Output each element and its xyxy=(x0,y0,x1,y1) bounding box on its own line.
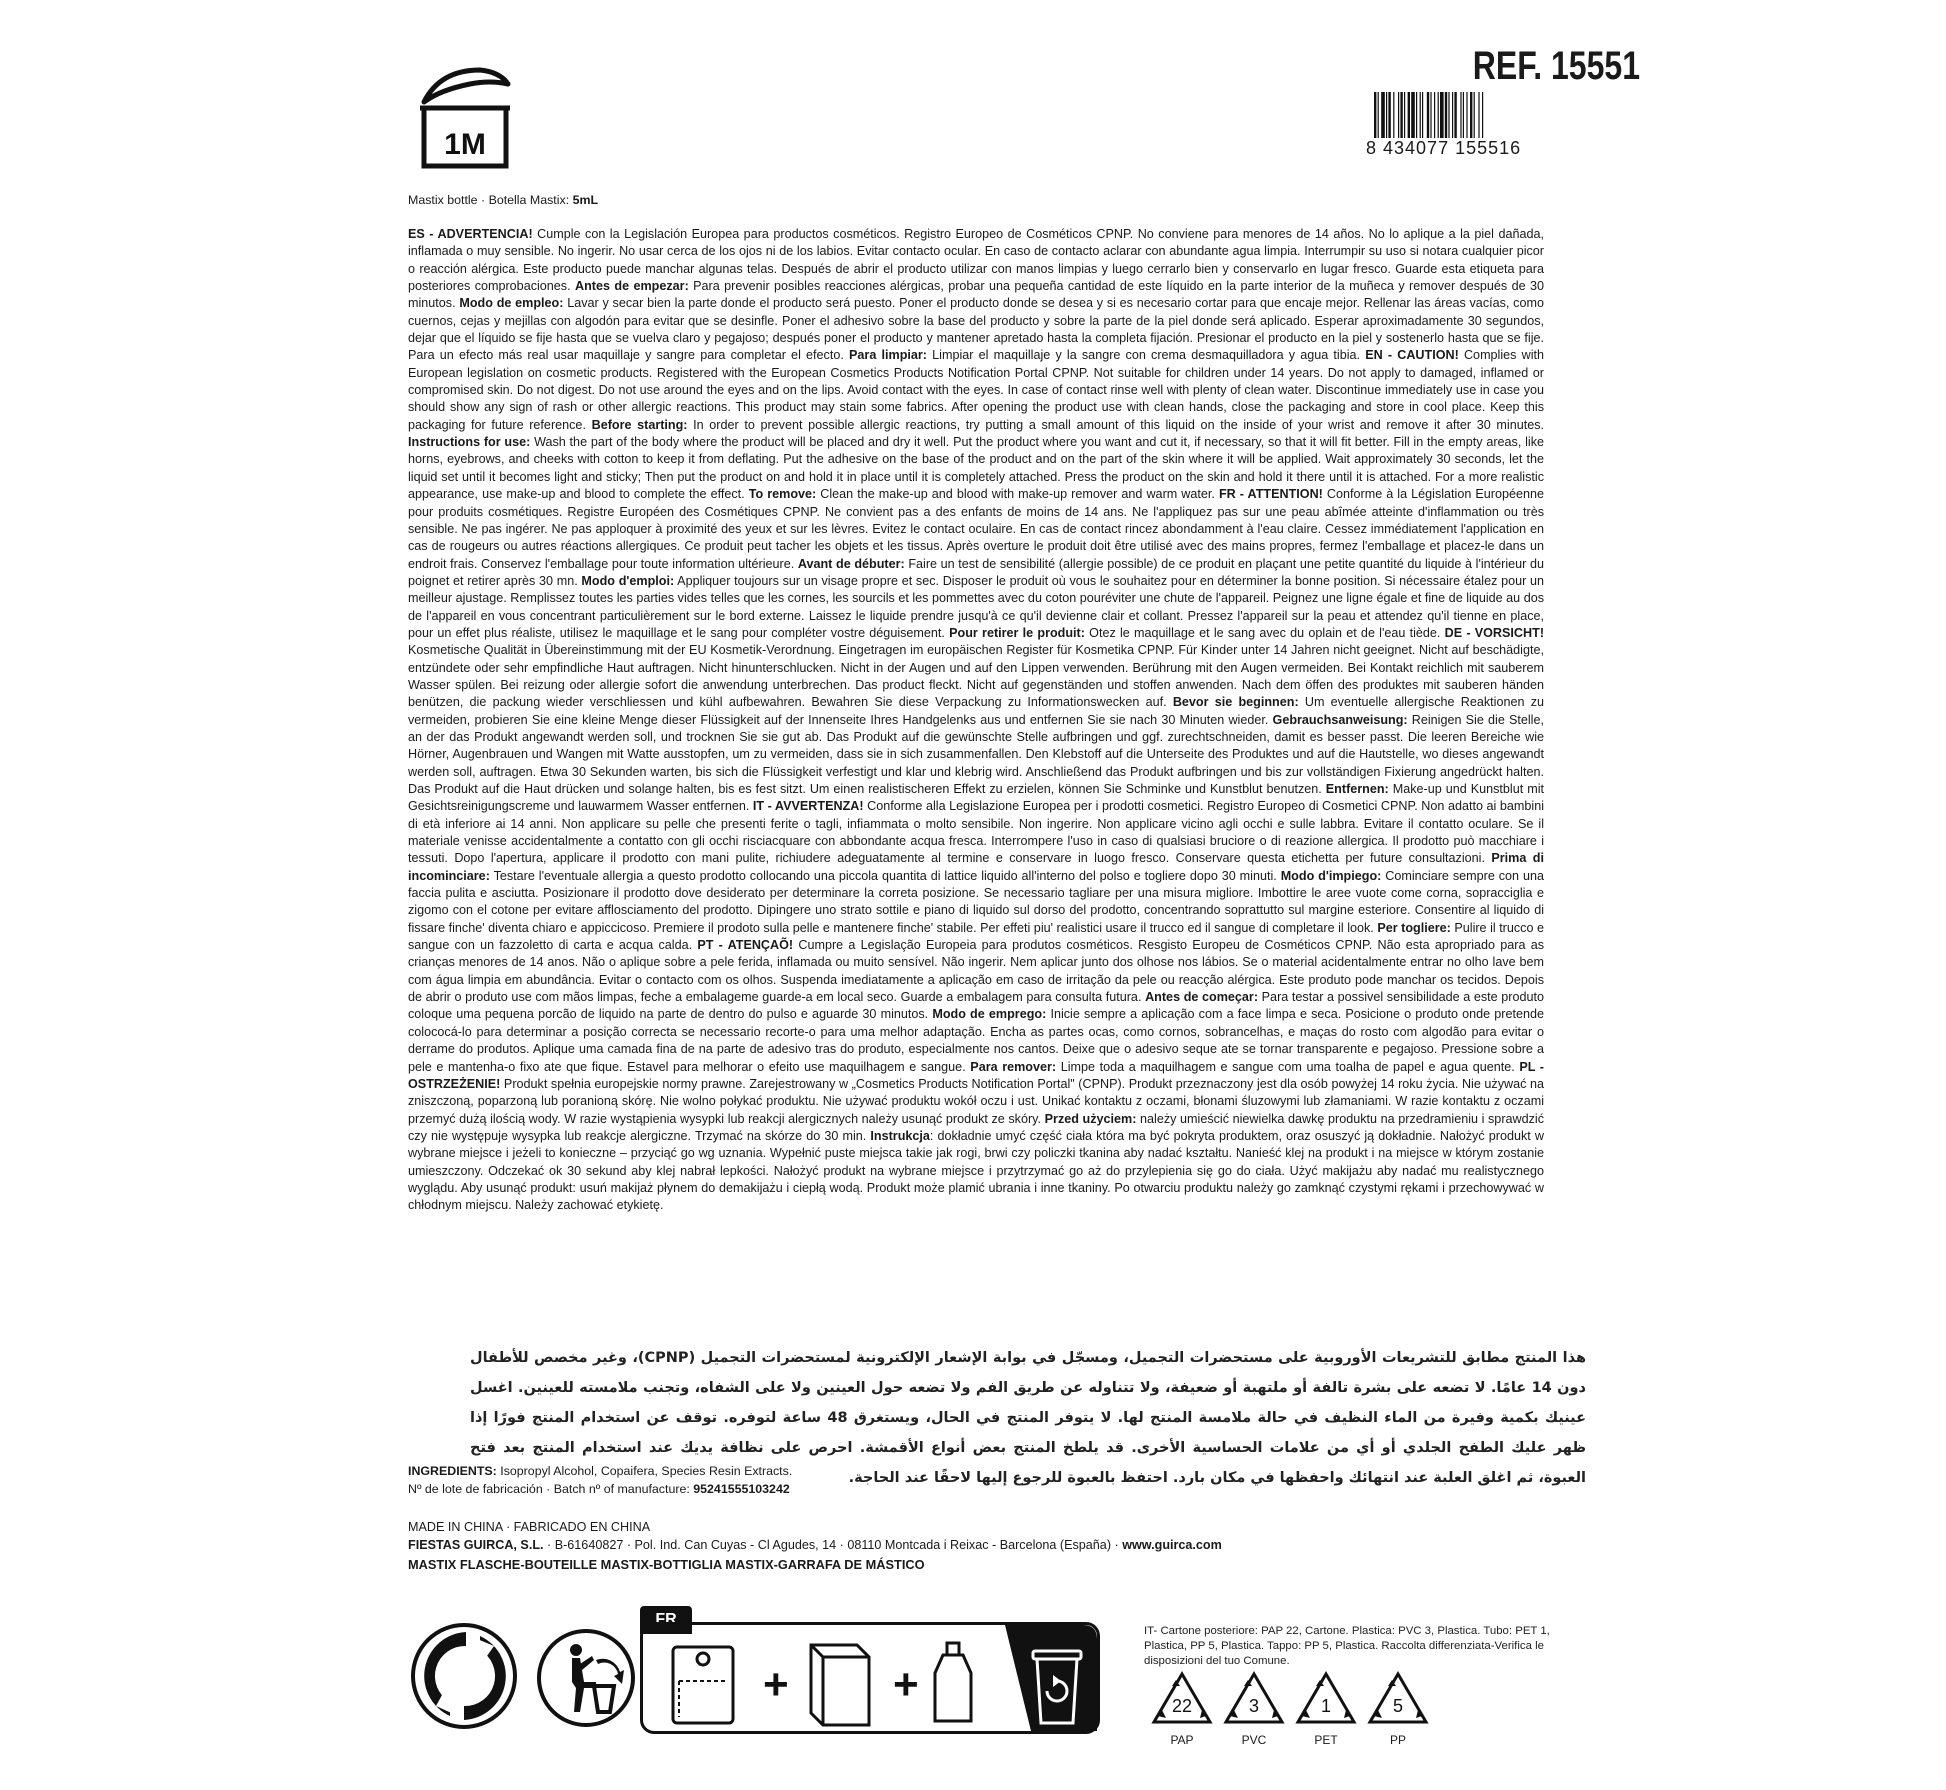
recycling-code-number: 3 xyxy=(1248,1696,1260,1716)
section-text: Inicie sempre a aplicação com a face limpa e seca. Posicione o produto onde pretende colococá-lo para determinar a posição correcta se necessario recorte-o para uma melhor adaptação. Encha as partes ocas, como cornos, sobrancelhas, e maças do rosto com algodão para evitar o derrame do produtos. Aplique uma camada fina de na parte de adesivo tras do produto, especialmente nos cantos. Deixe que o adesivo seque ate se tornar transparente e pegajoso. Pressione sobre a pele e mantenha-o fixo ate que fique. Estavel para melhorar o efeito use maquilhagem e sangue. xyxy=(408,1007,1545,1074)
section-text: Lavar y secar bien la parte donde el producto será puesto. Poner el producto donde se desea y si es necesario cortar para que encaje mejor. Rellenar las áreas vacías, como cuernos, cejas y mejillas con algodón para evitar que se desinfle. Poner el adhesivo sobre la base del producto y sobre la parte de la piel donde será aplicado. Esperar aproximadamente 30 segundos, dejar que el líquido se fije hasta que se vuelva claro y pegajoso; después poner el producto y mantener apretado hasta la completa fijación. Presionar el producto en la piel y sostenerlo hasta que se fije. Para un efecto más real usar maquillaje y sangre para completar el efecto. xyxy=(408,296,1544,363)
section-heading: Modo de emprego: xyxy=(932,1007,1047,1022)
ingredients-line xyxy=(408,1464,792,1478)
section-text: Cominciare sempre con una faccia pulita e asciutta. Posizionare il prodotto dove desiderato per determinare la correta posizione. Se necessario tagliare per una misura migliore. Imbottire le aree vuote come corna, sopracciglia e zigomo con el cotone per evitare afflosciamento del prodotto. Dipingere uno strato sottile e piano di liquido sul dorso del prodotto, concentrando soprattutto sul margine esteriore. Consentire al liquido di fissare finche' diventa chiaro e appiccicoso. Premiere il prodoto sulla pelle e mantenere finche' stabile. Per effeti piu' realistici usare il trucco ed il sangue di completare il look. xyxy=(408,868,1544,935)
section-heading: Entfernen: xyxy=(1325,782,1389,796)
section-heading: Bevor sie beginnen: xyxy=(1172,695,1299,710)
section-text: Para testar a possivel sensibilidade a este produto coloque uma pequena porcão de liquido na parte de dentro do pulso e aguarde 30 minutos. xyxy=(408,990,1544,1022)
section-text: Kosmetische Qualität in Übereinstimmung mit der EU Kosmetik-Verordnung. Eingetragen im europäischen Register für Kosmetika CPNP. Für Kinder unter 14 Jahren nicht geeignet. Nicht auf beschädigte, entzündete oder sehr empfindliche Haut auftragen. Nicht hinunterschlucken. Nicht in der Augen und auf den Lippen verwenden. Berührung mit den Augen vermeiden. Bei Kontakt reichlich mit sauberem Wasser spülen. Bei reizung oder allergie sofort die anwendung unterbrechen. Das product fleckt. Nicht auf gegenständen und stoffen anwenden. Nach dem öffen des produktes mit sauberen händen benützen, die packung wieder verschliessen und kühl aufbewahren. Bewahren Sie diese Verpackung zu Informationswecken auf. xyxy=(408,643,1544,710)
section-text: Otez le maquillage et le sang avec du oplain et de l'eau tiède. xyxy=(1084,625,1445,640)
section-text: Produkt spełnia europejskie normy prawne. Zarejestrowany w „Cosmetics Products Notification Portal" (CPNP). Produkt przeznaczony jest dla osób powyżej 14 roku życia. Nie używać na zniszczoną, poparzoną lub poranioną skórę. Nie wolno połykać produktu. Nie używać produktu wokół oczu i ust. Unikać kontaktu z oczami, błonami śluzowymi lub złamaniami. W razie kontaktu z oczami przemyć dużą ilością wody. W razie wystąpienia wysypki lub reakcji alergicznych należy usunąć produkt ze skóry. xyxy=(408,1076,1544,1126)
batch-label: Nº de lote de fabricación · Batch nº of manufacture: xyxy=(408,1482,694,1496)
recycling-code-label: PET xyxy=(1314,1733,1338,1747)
section-heading: DE - VORSICHT! xyxy=(1444,625,1545,640)
recycle-triangle-icon xyxy=(1294,1670,1358,1728)
recycling-code-label: PP xyxy=(1389,1733,1406,1747)
section-heading: Avant de débuter: xyxy=(797,556,905,571)
section-text: Clean the make-up and blood with make-up remover and warm water. xyxy=(816,487,1219,502)
section-heading: EN - CAUTION! xyxy=(1365,348,1459,363)
period-after-opening-icon xyxy=(410,66,520,174)
section-heading: Gebrauchsanweisung: xyxy=(1272,712,1408,727)
section-text: Wash the part of the body where the product will be placed and dry it well. Put the product where you want and cut it, if necessary, so that it will fit better. Fill in the empty areas, like horns, eyebrows, and cheeks with cotton to keep it from deflating. Put the adhesive on the base of the product and on the part of the skin where it will be applied. Wait approximately 30 seconds, let the liquid set until it becomes light and sticky; Then put the product on and hold it in place until it is completely attached. Press the product on the skin and hold it there until it is attached. For a more realistic appearance, use make-up and blood to complete the effect. xyxy=(408,435,1544,502)
svg-text:+: + xyxy=(763,1660,789,1709)
section-heading: Modo de empleo: xyxy=(459,296,564,311)
ingredients-value: Isopropyl Alcohol, Copaifera, Species Resin Extracts. xyxy=(496,1464,793,1478)
batch-number: 95241555103242 xyxy=(693,1482,790,1496)
bottle-line-text: Mastix bottle · Botella Mastix: xyxy=(408,193,573,207)
recycle-triangle-icon xyxy=(1366,1670,1430,1728)
section-text: Make-up und Kunstblut mit Gesichtsreinigungscreme und lauwarmem Wasser entfernen. xyxy=(408,782,1544,814)
section-heading: FR - ATTENTION! xyxy=(1218,487,1323,502)
section-text: Testare l'eventuale allergia a questo prodotto collocando una piccola quantita di lattice liquido all'interno del polso e togliere dopo 30 minuti. xyxy=(489,868,1281,883)
italian-recycling-note: IT- Cartone posteriore: PAP 22, Cartone. Plastica: PVC 3, Plastica. Tubo: PET 1, Plastica, PP 5, Plastica. Tappo: PP 5, Plastica. Raccolta differenziata-Verifica le disposizioni del tuo Comune. xyxy=(1144,1625,1550,1667)
arabic-warnings-text: هذا المنتج مطابق للتشريعات الأوروبية على مستحضرات التجميل، ومسجّل في بوابة الإشعار الإلكترونية لمستحضرات التجميل (CPNP)، وغير مخصص للأطفال دون 14 عامًا. لا تضعه على بشرة تالفة أو ملتهبة أو ضعيفة، ولا تتناوله عن طريق الفم ولا تضعه حول العينين ولا على الشفاه، وتجنب ملامسته للعينين. اغسل عينيك بكمية وفيرة من الماء النظيف في حالة ملامسة المنتج لها. لا يتوفر المنتج في الحال، ويستغرق 48 ساعة لتوفره. توقف عن استخدام المنتج فورًا إذا ظهر عليك الطفح الجلدي أو أي من علامات الحساسية الأخرى. قد يلطخ المنتج بعض أنواع الأقمشة. احرص على نظافة يديك عند استخدام المنتج بعد فتح العبوة، ثم اغلق العلبة عند انتهائك واحفظها في مكان بارد. احتفظ بالعبوة للرجوع إليها لاحقًا عند الحاجة. xyxy=(470,1350,1586,1486)
section-text: Um eventuelle allergische Reaktionen zu vermeiden, probieren Sie eine kleine Menge dieser Flüssigkeit auf der Innenseite Ihres Handgelenks aus und entfernen Sie sie nach 30 Minuten wieder. xyxy=(408,695,1544,727)
recycling-code-number: 5 xyxy=(1392,1696,1404,1716)
section-heading: PT - ATENÇAÕ! xyxy=(697,938,794,953)
section-heading: Przed użyciem: xyxy=(1044,1111,1137,1126)
section-heading: Para limpiar: xyxy=(849,348,927,363)
company-name: FIESTAS GUIRCA, S.L. xyxy=(408,1538,544,1552)
pao-label: 1M xyxy=(444,128,486,161)
section-heading: Modo d'emploi: xyxy=(581,573,675,588)
section-heading: PL - OSTRZEŻENIE! xyxy=(408,1059,1544,1091)
recycle-triangle-icon xyxy=(1150,1670,1214,1728)
section-heading: Before starting: xyxy=(591,417,688,432)
company-line xyxy=(408,1538,1222,1552)
recycle-triangle-icon xyxy=(1222,1670,1286,1728)
triman-recycling-box xyxy=(640,1622,1100,1734)
recycling-codes xyxy=(1150,1670,1570,1760)
section-text: : dokładnie umyć część ciała która ma być pokryta produktem, oraz osuszyć ją dokładnie. Nałożyć produkt w wybrane miejsce i jeżeli to konieczne – przyciąć go wg uznania. Wypełnić puste miejsca takie jak rogi, brwi czy policzki tkanina aby nadać kształtu. Nanieść klej na produkt i na miejsce w którym zostanie umieszczony. Odczekać ok 30 sekund aby klej nabrał lepkości. Nałożyć produkt na wybrane miejsce i przytrzymać go aż do przylepienia się go do ciała. Użyć makijażu aby nadać mu realistycznego wyglądu. Aby usunąć produkt: usuń makijaż płynem do demakijażu i ciepłą wodą. Produkt może plamić ubrania i inne tkaniny. Po otwarciu produktu należy go zamknąć czystymi rękami i przechowywać w chłodnym miejscu. Należy zachować etykietę. xyxy=(408,1128,1544,1213)
recycling-code-label: PAP xyxy=(1170,1733,1194,1747)
batch-line xyxy=(408,1482,790,1496)
recycling-code-pp xyxy=(1366,1670,1430,1747)
recycling-code-number: 22 xyxy=(1171,1696,1193,1716)
section-heading: To remove: xyxy=(748,487,817,502)
bottle-volume-line xyxy=(408,193,598,207)
section-text: Conforme à la Législation Européenne pour produits cosmétiques. Registre Européen des Cosmétiques CPNP. Ne convient pas a des enfants de moins de 14 ans. Ne l'appliquez pas sur une peau abîmée atteinte d'inflammation ou très sensible. Ne pas ingérer. Ne pas apploquer à proximité des yeux et sur les lèvres. Evitez le contact oculaire. En cas de contact rincez abondamment à l'eau claire. Cessez immédiatement l'application en cas de rougeurs ou autres réactions allergiques. Ce produit peut tacher les objets et les tissus. Après overture le produit doit être utilisé avec des mains propres, fermez l'emballage et placez-le dans un endroit frais. Conservez l'emballage pour toute information ultérieure. xyxy=(408,487,1545,571)
bottle-volume: 5mL xyxy=(572,193,599,207)
section-text: należy umieścić niewielka dawkę produktu na przedramieniu i sprawdzić czy nie występuje wysypka lub reakcje alergiczne. Trzymać na skórze do 30 min. xyxy=(408,1111,1545,1143)
section-text: Limpe toda a maquilhagem e sangue com uma toalha de papel e agua quente. xyxy=(1056,1059,1520,1074)
recycling-code-label: PVC xyxy=(1241,1733,1267,1747)
section-text: Conforme alla Legislazione Europea per i prodotti cosmetici. Registro Europeo di Cosmetici CPNP. Non adatto ai bambini di età inferiore ai 14 anni. Non applicare su pelle che presenti ferite o tagli, infiammata o molto sensibile. Non ingerire. Non applicare vicino agli occhi e sulle labbra. Evitare il contatto oculare. Se il materiale venisse accidentalmente a contatto con gli occhi risciacquare con abbondante acqua fresca. Interrompere l'uso in caso di qualsiasi bruciore o di reazione allergica. Il prodotto può macchiare i tessuti. Dopo l'apertura, applicare il prodotto con mani pulite, richiudere adeguatamente al termine e conservare in luogo fresco. Conservare questa etichetta per future consultazioni. xyxy=(408,799,1544,866)
barcode-digits: 8 434077 155516 xyxy=(1366,138,1522,158)
recycling-code-pvc xyxy=(1222,1670,1286,1747)
section-text: Faire un test de sensibilité (allergie possible) de ce produit en plaçant une petite quantité du liquide à l'intérieur du poignet et retirer après 30 mn. xyxy=(408,556,1544,588)
section-text: Appliquer toujours sur un visage propre et sec. Disposer le produit où vous le souhaitez pour en déterminer la bonne position. Si nécessaire étalez pour un meilleur ajustage. Remplissez toutes les parties vides telles que les cornes, les sourcils et les pommettes avec du coton pouréviter une chute de l'appareil. Peignez une ligne égale et fine de liquide au dos de l'appareil en vous concentrant particulièrement sur le bord externe. Laissez le liquide prendre jusqu'à ce qu'il devienne clair et collant. Pressez l'appareil sur la peau et attendez qu'il tienne en place, pour un effet plus réaliste, utilisez le maquillage et le sang pour compléter vostre déguisement. xyxy=(408,573,1544,640)
svg-text:+: + xyxy=(893,1660,919,1709)
company-website: www.guirca.com xyxy=(1122,1538,1222,1552)
multilingual-warnings-text xyxy=(408,226,1544,1215)
section-heading: Prima di incominciare: xyxy=(408,851,1544,883)
section-text: Pulire il trucco e sangue con un fazzoletto di carta e acqua calda. xyxy=(408,920,1545,953)
section-heading: Instrukcja xyxy=(870,1128,930,1143)
section-text: Para prevenir posibles reacciones alérgicas, probar una pequeña cantidad de este líquido en la parte interior de la muñeca y remover después de 30 minutos. xyxy=(408,279,1544,311)
recycle-bin-person-icon xyxy=(536,1628,636,1728)
ingredients-label: INGREDIENTS: xyxy=(408,1464,497,1478)
section-heading: Antes de começar: xyxy=(1145,990,1259,1005)
fr-tab: FR xyxy=(640,1606,692,1634)
section-text: Cumple con la Legislación Europea para productos cosméticos. Registro Europeo de Cosméticos CPNP. No conviene para menores de 14 años. No lo aplique a la piel dañada, inflamada o muy sensible. No ingerir. No usar cerca de los ojos ni de los labios. Evitar contacto ocular. En caso de contacto aclarar con abundante agua limpia. Interrumpir su uso si notara cualquier picor o reacción alérgica. Este producto puede manchar algunas telas. Después de abrir el producto utilizar con manos limpias y luego cerrarlo bien y conservarlo en lugar fresco. Guarde esta etiqueta para posteriores comprobaciones. xyxy=(408,227,1544,294)
section-text: Reinigen Sie die Stelle, an der das Produkt angewandt werden soll, und trocknen Sie sie gut ab. Das Produkt auf die gewünschte Stelle aufbringen und ggf. zurechtschneiden, damit es besser passt. Die leeren Bereiche wie Hörner, Augenbrauen und Wangen mit Watte ausstopfen, um zu vermeiden, dass sie in sich zusammenfallen. Den Klebstoff auf die Unterseite des Produktes und auf die Hautstelle, wo dieses angewandt werden soll, auftragen. Etwa 30 Sekunden warten, bis sich die Flüssigkeit verfestigt und klar und klebrig wird. Anschließend das Produkt aufbringen und bis zur vollständigen Fixierung angedrückt halten. Das Produkt auf die Haut drücken und solange halten, bis es fest sitzt. Um einen realistischeren Effekt zu erzielen, können Sie Schminke und Kunstblut benutzen. xyxy=(408,712,1544,796)
section-text: Complies with European legislation on cosmetic products. Registered with the European Cosmetics Products Notification Portal CPNP. Not suitable for children under 14 years. Do not apply to damaged, inflamed or compromised skin. Do not digest. Do not use around the eyes and on the lips. Avoid contact with the eyes. In case of contact rinse well with plenty of clean water. Discontinue immediately use in case you should show any sign of rash or other allergic reactions. This product may stain some fabrics. After opening the product use with clean hands, close the packaging and store in cool place. Keep this packaging for future reference. xyxy=(408,348,1545,432)
section-heading: Per togliere: xyxy=(1377,920,1451,935)
section-heading: ES - ADVERTENCIA! xyxy=(408,227,533,241)
section-heading: Modo d'impiego: xyxy=(1280,868,1382,883)
recycling-code-pet xyxy=(1294,1670,1358,1747)
made-in: MADE IN CHINA · FABRICADO EN CHINA xyxy=(408,1520,651,1534)
product-names: MASTIX FLASCHE-BOUTEILLE MASTIX-BOTTIGLIA MASTIX-GARRAFA DE MÁSTICO xyxy=(408,1557,925,1572)
section-heading: Pour retirer le produit: xyxy=(949,625,1085,640)
section-heading: Antes de empezar: xyxy=(575,279,689,294)
section-text: Limpiar el maquillaje y la sangre con crema desmaquilladora y agua tibia. xyxy=(926,348,1366,363)
sorting-instructions-icon xyxy=(643,1625,1097,1731)
section-heading: Instructions for use: xyxy=(408,435,531,450)
green-dot-icon xyxy=(410,1622,518,1730)
section-heading: IT - AVVERTENZA! xyxy=(752,799,864,814)
section-heading: Para remover: xyxy=(970,1059,1057,1074)
reference-number: REF. 15551 xyxy=(1472,44,1640,88)
recycling-code-pap xyxy=(1150,1670,1214,1747)
section-text: In order to prevent possible allergic reactions, try putting a small amount of this liquid on the inside of your wrist and remove it after 30 minutes. xyxy=(687,417,1545,432)
company-address: · B-61640827 · Pol. Ind. Can Cuyas - Cl Agudes, 14 · 08110 Montcada i Reixac - Barcelona (España) · xyxy=(543,1538,1123,1552)
recycling-code-number: 1 xyxy=(1320,1696,1332,1716)
section-text: Cumpre a Legislação Europeia para produtos cosméticos. Resgisto Europeu de Cosméticos CPNP. Não esta apropriado para as crianças menores de 14 anos. Não o aplique sobre a pele ferida, inflamada ou muito sensível. Não ingerir. Nem aplicar junto dos olhose nos lábios. Se o material acidentalmente entrar no olho lave bem com água limpia em abundância. Evitar o contacto com os olhos. Suspenda imediatamente a aplicação em caso de irritação da pele ou reacção alérgica. Este produto pode manchar os tecidos. Depois de abrir o produto use com mãos limpas, feche a embalageme guarde-a em local seco. Guarde a embalagem para consulta futura. xyxy=(408,938,1545,1005)
